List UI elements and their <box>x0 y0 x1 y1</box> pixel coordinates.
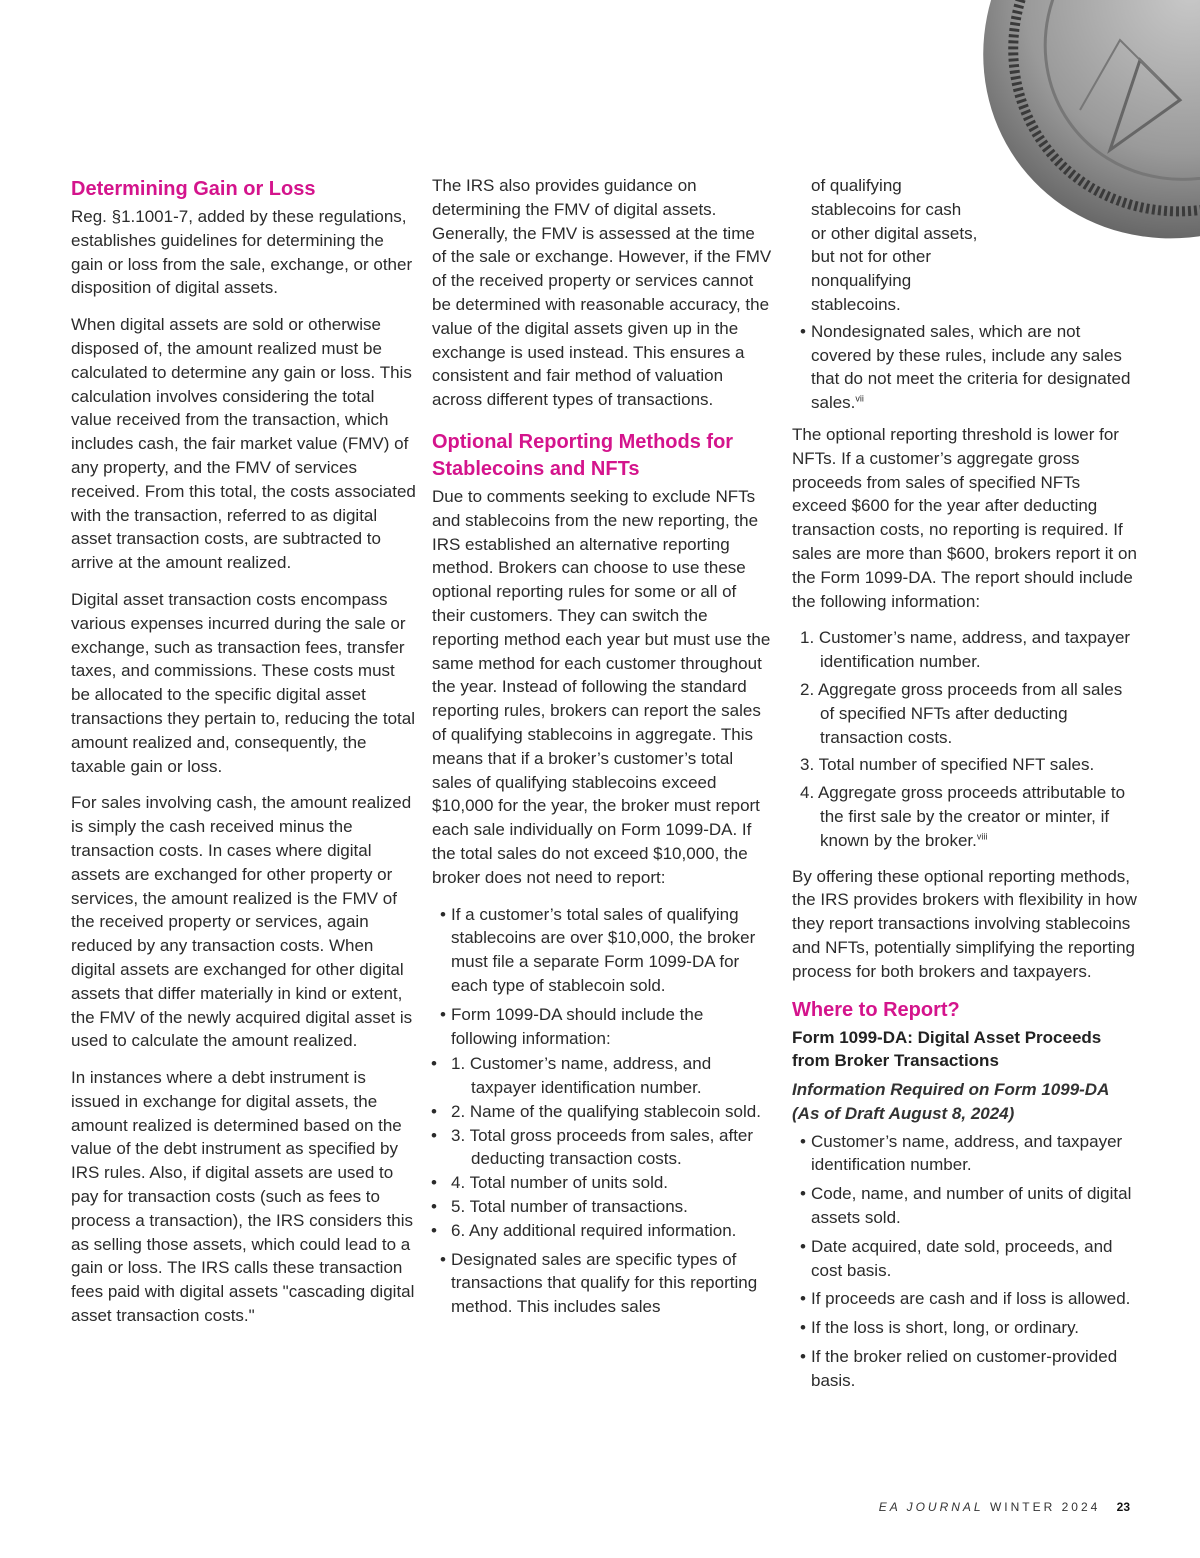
list-item-text: 4. Aggregate gross proceeds attributable to the first sale by the creator or minter, if known by the broker. <box>800 783 1126 850</box>
list-item: • 2. Name of the qualifying stablecoin sold. <box>451 1100 772 1124</box>
italic-subheading: Information Required on Form 1099-DA (As of Draft August 8, 2024) <box>792 1080 1109 1123</box>
list-item <box>800 781 1137 852</box>
list-item: 2. Aggregate gross proceeds from all sales of specified NFTs after deducting transaction costs. <box>800 679 1123 747</box>
list-item-text: Form 1099-DA should include the following information: <box>451 1004 704 1048</box>
column-2 <box>432 174 772 1327</box>
column-3 <box>792 174 1137 1401</box>
bullet-list <box>792 320 1137 415</box>
journal-name: EA JOURNAL <box>878 1500 984 1514</box>
endnote-ref: vii <box>855 393 864 404</box>
subheading-form-1099-da: Form 1099-DA: Digital Asset Proceeds from Broker Transactions <box>792 1027 1102 1071</box>
list-item: • If the broker relied on customer-provided basis. <box>800 1345 1137 1393</box>
bullet-list <box>432 903 772 1320</box>
list-item <box>800 320 1137 415</box>
heading-optional-reporting: Optional Reporting Methods for Stablecoins and NFTs <box>432 430 734 480</box>
list-item: • 1. Customer’s name, address, and taxpayer identification number. <box>451 1052 772 1100</box>
list-item: • If the loss is short, long, or ordinary. <box>800 1316 1137 1340</box>
list-item: • Date acquired, date sold, proceeds, and cost basis. <box>800 1235 1137 1283</box>
page-footer <box>879 1500 1130 1514</box>
bullet-list <box>792 1130 1137 1393</box>
list-item-text: Nondesignated sales, which are not covered by these rules, include any sales that do not meet the criteria for designated sales. <box>811 321 1131 413</box>
page-number: 23 <box>1116 1500 1130 1514</box>
numbered-list <box>792 626 1137 852</box>
column-1 <box>71 176 416 1341</box>
paragraph: When digital assets are sold or otherwise disposed of, the amount realized must be calculated to determine any gain or loss. This calculation involves considering the total value received from the transaction, which includes cash, the fair market value (FMV) of any property, and the FMV of services received. From this total, the costs associated with the transaction, referred to as digital asset transaction costs, are subtracted to arrive at the amount realized. <box>71 315 416 573</box>
heading-where-to-report: Where to Report? <box>792 998 960 1021</box>
list-item: • Code, name, and number of units of digital assets sold. <box>800 1182 1137 1230</box>
paragraph: The IRS also provides guidance on determining the FMV of digital assets. Generally, the FMV is assessed at the time of the sale or exchange. However, if the FMV of the received property or services cannot be determined with reasonable accuracy, the value of the digital assets given up in the exchange is used instead. This ensures a consistent and fair method of valuation across different types of transactions. <box>432 176 772 410</box>
list-item <box>440 1003 772 1243</box>
paragraph: By offering these optional reporting methods, the IRS provides brokers with flexibility in how they report transactions involving stablecoins and NFTs, potentially simplifying the reporting process for both brokers and taxpayers. <box>792 866 1137 981</box>
numbered-list <box>451 1052 772 1242</box>
list-item: 1. Customer’s name, address, and taxpayer identification number. <box>800 628 1131 672</box>
list-item: • Customer’s name, address, and taxpayer identification number. <box>800 1130 1137 1178</box>
paragraph: Reg. §1.1001-7, added by these regulations, establishes guidelines for determining the gain or loss from the sale, exchange, or other disposition of digital assets. <box>71 207 413 298</box>
list-item: • If proceeds are cash and if loss is allowed. <box>800 1287 1137 1311</box>
list-item: • 4. Total number of units sold. <box>451 1171 772 1195</box>
list-item-continuation: of qualifying stablecoins for cash or other digital assets, but not for other nonqualifying stablecoins. <box>811 176 978 314</box>
list-item: • 3. Total gross proceeds from sales, after deducting transaction costs. <box>451 1124 772 1172</box>
paragraph: In instances where a debt instrument is issued in exchange for digital assets, the amount realized is determined based on the value of the debt instrument as specified by IRS rules. Also, if digital assets are used to pay for transaction costs (such as fees to process a transaction), the IRS considers this as selling those assets, which could lead to a gain or loss. The IRS calls these transaction fees paid with digital assets "cascading digital asset transaction costs." <box>71 1068 415 1326</box>
paragraph: For sales involving cash, the amount realized is simply the cash received minus the transaction costs. In cases where digital assets are exchanged for other property or services, the amount realized is the FMV of the received property or services, again reduced by any transaction costs. When digital assets are exchanged for other digital assets that differ materially in kind or extent, the FMV of the newly acquired digital asset is used to calculate the amount realized. <box>71 793 413 1051</box>
list-item: 3. Total number of specified NFT sales. <box>800 755 1095 775</box>
list-item: • Designated sales are specific types of transactions that qualify for this reporting method. This includes sales <box>440 1248 772 1319</box>
list-item: • If a customer’s total sales of qualifying stablecoins are over $10,000, the broker must file a separate Form 1099-DA for each type of stablecoin sold. <box>440 903 772 998</box>
endnote-ref: viii <box>976 831 988 842</box>
paragraph: The optional reporting threshold is lower for NFTs. If a customer’s aggregate gross proceeds from sales of specified NFTs exceed $600 for the year after deducting transaction costs, no reporting is required. If sales are more than $600, brokers report it on the Form 1099-DA. The report should include the following information: <box>792 424 1137 611</box>
paragraph: Digital asset transaction costs encompass various expenses incurred during the sale or exchange, such as transaction fees, transfer taxes, and commissions. These costs must be allocated to the specific digital asset transactions they pertain to, reducing the total amount realized and, consequently, the taxable gain or loss. <box>71 589 415 776</box>
list-item: • 6. Any additional required information. <box>451 1219 772 1243</box>
paragraph: Due to comments seeking to exclude NFTs and stablecoins from the new reporting, the IRS established an alternative reporting method. Brokers can choose to use these optional reporting rules for some or all of their customers. They can switch the reporting method each year but must use the same method for each customer throughout the year. Instead of following the standard reporting rules, brokers can report the sales of qualifying stablecoins in aggregate. This means that if a broker’s customer’s total sales of qualifying stablecoins exceed $10,000 for the year, the broker must report each sale individually on Form 1099-DA. If the total sales do not exceed $10,000, the broker does not need to report: <box>432 486 771 887</box>
issue-label: WINTER 2024 <box>989 1500 1101 1514</box>
list-item: • 5. Total number of transactions. <box>451 1195 772 1219</box>
heading-gain-loss: Determining Gain or Loss <box>71 178 316 200</box>
